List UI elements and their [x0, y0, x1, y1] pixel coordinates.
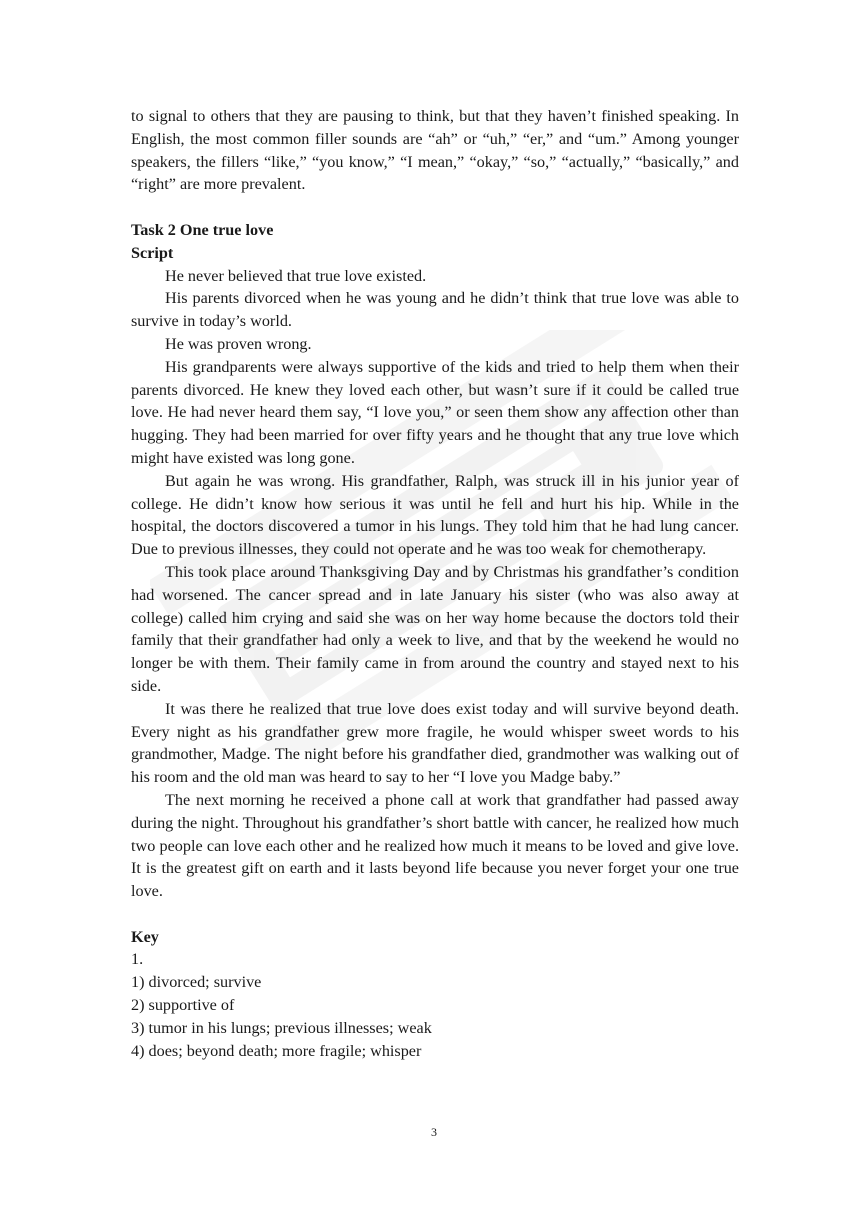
script-paragraph: This took place around Thanksgiving Day and by Christmas his grandfather’s condition had worsened. The cancer spread and in late January his sister (who was also away at college) called him crying and said she was on her way home because the doctors told their family that their grandfather had only a week to live, and that by the weekend he would no longer be with them. Their family came in from around the country and stayed next to his side. — [131, 562, 739, 695]
script-label: Script — [131, 243, 174, 262]
key-line: 1. — [131, 950, 144, 969]
script-paragraph: The next morning he received a phone call at work that grandfather had passed away during the night. Throughout his grandfather’s short battle with cancer, he realized how much two people can love each other and he realized how much it means to be loved and give love. It is the greatest gift on earth and it lasts beyond life because you never forget your one true love. — [131, 790, 739, 901]
document-body — [131, 105, 739, 1062]
script-paragraph: His grandparents were always supportive of the kids and tried to help them when their parents divorced. He knew they loved each other, but wasn’t sure if it could be called true love. He had never heard them say, “I love you,” or seen them show any affection other than hugging. They had been married for over fifty years and he thought that any true love which might have existed was long gone. — [131, 357, 739, 467]
spacer — [131, 903, 739, 926]
task-title: Task 2 One true love — [131, 220, 274, 239]
script-paragraph: He was proven wrong. — [165, 334, 312, 353]
script-paragraph: But again he was wrong. His grandfather, Ralph, was struck ill in his junior year of college. He didn’t know how serious it was until he fell and hurt his hip. While in the hospital, the doctors discovered a tumor in his lungs. They told him that he had lung cancer. Due to previous illnesses, they could not operate and he was too weak for chemotherapy. — [131, 471, 739, 559]
key-label: Key — [131, 927, 159, 946]
script-paragraph: His parents divorced when he was young and he didn’t think that true love was able to survive in today’s world. — [131, 289, 739, 331]
key-line: 1) divorced; survive — [131, 973, 262, 992]
script-paragraph: It was there he realized that true love does exist today and will survive beyond death. Every night as his grandfather grew more fragile, he would whisper sweet words to his grandmother, Madge. The night before his grandfather died, grandmother was walking out of his room and the old man was heard to say to her “I love you Madge baby.” — [131, 699, 739, 787]
script-paragraph: He never believed that true love existed. — [165, 266, 427, 285]
page-number: 3 — [431, 1125, 437, 1139]
intro-paragraph: to signal to others that they are pausing to think, but that they haven’t finished speaking. In English, the most common filler sounds are “ah” or “uh,” “er,” and “um.” Among younger speakers, the fillers “like,” “you know,” “I mean,” “okay,” “so,” “actually,” “basically,” and “right” are more prevalent. — [131, 107, 739, 194]
spacer — [131, 196, 739, 219]
key-line: 4) does; beyond death; more fragile; whisper — [131, 1041, 422, 1060]
key-line: 2) supportive of — [131, 996, 235, 1015]
key-line: 3) tumor in his lungs; previous illnesses; weak — [131, 1018, 432, 1037]
